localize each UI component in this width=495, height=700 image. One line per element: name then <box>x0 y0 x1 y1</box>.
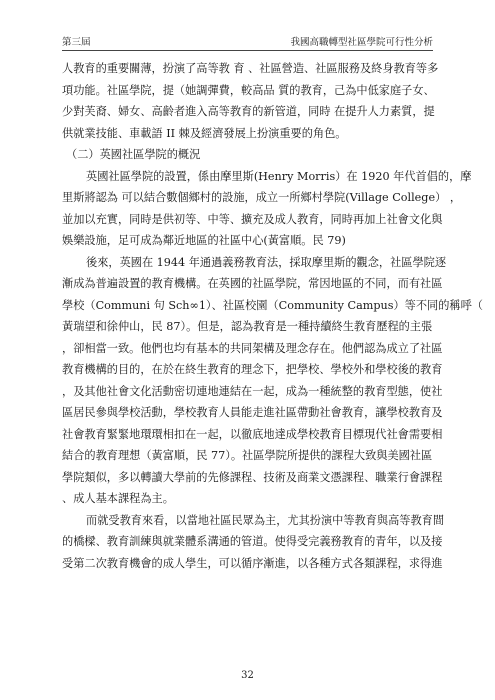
heading-text: （二）英國社區學院的概況 <box>66 148 201 161</box>
text-line: 而就受教育來看，以當地社區民眾為主，尤其扮演中等教育與高等教育間 <box>86 513 445 527</box>
header-right: 我國高職轉型社區學院可行性分析 <box>290 37 433 48</box>
text-line: 的橋樑、教育訓練與就業體系溝通的管道。使得受完義務教育的青年，以及接 <box>62 535 443 548</box>
text-line: 人教育的重要關薄，扮演了高等教 育 、社區營造、社區服務及終身教育等多 <box>62 62 439 75</box>
page-header <box>62 34 433 48</box>
text-line: 項功能。社區學院，提（她調彈費，較高品 質的教育，己為中低家庭子女、 <box>62 83 435 97</box>
text-line: 里斯將認為 可以結合數個鄉村的設施，成立一所鄉村學院(Village College） ， <box>62 191 462 204</box>
text-line: 供就業技能、車載語 II 棘及經濟發展上扮演重要的角色。 <box>62 126 347 140</box>
text-line: 學院類似，多以轉讀大學前的先修課程、技術及商業文憑課程、職業行會課程 <box>62 470 443 484</box>
text-line: 黃瑞望和徐仲山，民 87）。但是，認為教育是一種持續終生教育歷程的主張 <box>62 320 433 333</box>
paragraph <box>62 510 445 575</box>
text-line: 少對芙裔、婦女、高齡者進入高等教育的新管道，同時 在提升人力素質，提 <box>62 105 435 118</box>
header-left: 第三屆 <box>62 37 91 48</box>
text-line: 娛樂設施，足可成為鄰近地區的社區中心(黃富順。民 79) <box>62 234 346 247</box>
page-body <box>62 58 483 574</box>
text-line: ，及其他社會文化活動密切連地連結在一起，成為一種統整的教育型態，使社 <box>62 384 443 398</box>
text-line: 漸成為普遍設置的教育機構。在英國的社區學院，常因地區的不同，而有社區 <box>62 277 443 290</box>
header-rule <box>62 50 433 51</box>
paragraph <box>62 58 439 144</box>
text-line: 並加以充實，同時是供初等、中等、擴充及成人教育，同時再加上社會文化與 <box>62 212 443 226</box>
text-line: 區居民參與學校活動，學校教育人員能走進社區帶動社會教育，讓學校教育及 <box>62 406 443 419</box>
text-line: 受第二次教育機會的成人學生，可以循序漸進，以各種方式各類課程，求得進 <box>62 556 443 570</box>
paragraph <box>62 166 472 252</box>
text-line: ，卻相當一致。他們也均有基本的共同架構及理念存在。他們認為成立了社區 <box>62 341 443 355</box>
paragraph <box>62 252 483 510</box>
text-line: 教育機構的目的，在於在終生教育的理念下，把學校、學校外和學校後的教育 <box>62 363 443 376</box>
text-line: 學校（Communi 句 Sch∞1）、社區校園（Community Campus）等不同的稱呼（ <box>62 298 483 312</box>
text-line: 、成人基本課程為主。 <box>62 492 174 505</box>
text-line: 結合的教育理想（黃富順，民 77）。社區學院所提供的課程大致與美國社區 <box>62 449 433 462</box>
page-number: 32 <box>241 670 254 681</box>
text-line: 社會教育緊緊地環環相扣在一起，以徹底地達成學校教育目標現代社會需要相 <box>62 427 443 441</box>
section-heading <box>62 144 433 166</box>
text-line: 後來，英國在 1944 年通過義務教育法，採取摩里斯的觀念，社區學院逐 <box>86 255 447 269</box>
text-line: 英國社區學院的設置，係由摩里斯(Henry Morris）在 1920 年代首倡的，摩 <box>86 169 472 183</box>
